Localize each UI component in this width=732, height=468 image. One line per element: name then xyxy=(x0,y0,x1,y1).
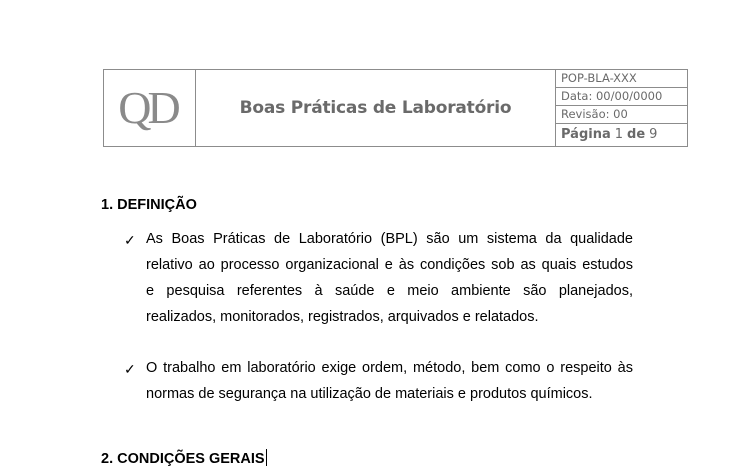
section-heading-definicao: 1. DEFINIÇÃO xyxy=(101,197,197,213)
paragraph-line: e pesquisa referentes à saúde e meio ambiente são planejados, xyxy=(146,283,633,299)
paragraph-line: O trabalho em laboratório exige ordem, método, bem como o respeito às xyxy=(146,360,633,376)
page-number xyxy=(556,124,687,146)
section-heading-condicoes-gerais[interactable] xyxy=(101,449,267,467)
section-heading-text: 2. CONDIÇÕES GERAIS xyxy=(101,451,265,467)
check-icon: ✓ xyxy=(124,361,136,377)
paragraph-line: relativo ao processo organizacional e às condições sob as quais estudos xyxy=(146,257,633,273)
bullet-paragraph-2[interactable] xyxy=(146,355,633,407)
document-code: POP-BLA-XXX xyxy=(556,70,687,88)
paragraph-line: As Boas Práticas de Laboratório (BPL) são um sistema da qualidade xyxy=(146,231,633,247)
title-cell xyxy=(196,70,556,146)
paragraph-line: normas de segurança na utilização de materiais e produtos químicos. xyxy=(146,386,593,402)
text-cursor xyxy=(266,449,267,466)
check-icon: ✓ xyxy=(124,232,136,248)
page-of-label: de xyxy=(627,127,646,143)
document-title: Boas Práticas de Laboratório xyxy=(239,98,512,118)
page-current: 1 xyxy=(614,127,624,143)
logo-cell xyxy=(104,70,196,146)
document-revision: Revisão: 00 xyxy=(556,106,687,124)
paragraph-line: realizados, monitorados, registrados, arquivados e relatados. xyxy=(146,309,539,325)
company-logo: QD xyxy=(118,82,177,133)
metadata-cell xyxy=(556,70,687,146)
page-label: Página xyxy=(561,127,611,143)
bullet-paragraph-1[interactable] xyxy=(146,226,633,330)
document-date: Data: 00/00/0000 xyxy=(556,88,687,106)
page-total: 9 xyxy=(649,127,658,143)
document-header-table xyxy=(103,69,688,147)
